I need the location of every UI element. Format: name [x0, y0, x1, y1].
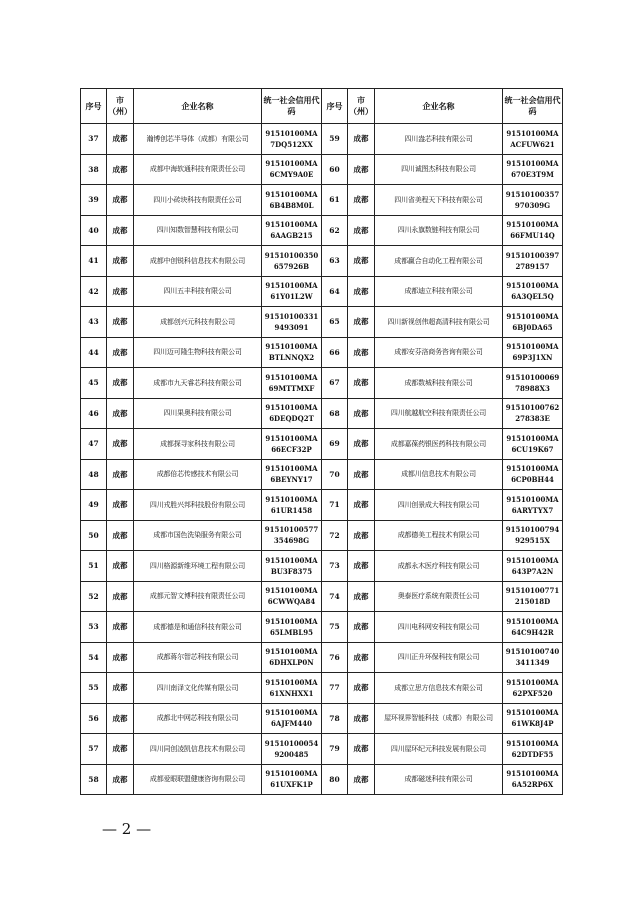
- table-row: [81, 581, 563, 612]
- credit-code-line-2: 78988X3: [515, 383, 550, 393]
- credit-code-line-2: 6AJFM440: [271, 719, 312, 729]
- seq-cell: 42: [81, 276, 107, 307]
- company-name-cell: 四川同创凌凯信息技术有限公司: [134, 734, 262, 765]
- credit-code-line-1: 91510100MA: [265, 494, 318, 504]
- credit-code-line-2: BU3F8375: [270, 566, 313, 576]
- credit-code-line-1: 91510100MA: [265, 403, 318, 413]
- seq-cell: 77: [322, 673, 348, 704]
- credit-code-line-1: 91510100MA: [265, 128, 318, 138]
- city-cell: 成都: [107, 490, 134, 521]
- city-cell: 成都: [107, 520, 134, 551]
- company-name-cell: 成都川信息技术有限公司: [375, 459, 503, 490]
- credit-code-line-2: 6CU19K67: [511, 444, 554, 454]
- credit-code-cell: [262, 307, 322, 338]
- city-cell: 成都: [348, 703, 375, 734]
- company-name-cell: 成都倍芯传感技术有限公司: [134, 459, 262, 490]
- credit-code-line-2: 66FMU14Q: [510, 231, 555, 241]
- credit-code-line-2: 6CWWQA84: [267, 597, 316, 607]
- credit-code-line-1: 91510100577: [264, 525, 319, 535]
- credit-code-line-2: 62PXF520: [512, 688, 553, 698]
- seq-cell: 75: [322, 612, 348, 643]
- credit-code-line-1: 91510100MA: [506, 342, 559, 352]
- credit-code-cell: [503, 703, 563, 734]
- company-name-cell: 四川小砖块科技有限责任公司: [134, 185, 262, 216]
- company-name-cell: 成都蒋尔智芯科技有限公司: [134, 642, 262, 673]
- credit-code-line-2: 61Y01L2W: [270, 292, 313, 302]
- credit-code-line-2: 6BEYNY17: [270, 475, 313, 485]
- credit-code-line-1: 91510100MA: [265, 647, 318, 657]
- seq-cell: 71: [322, 490, 348, 521]
- table-header-row: [81, 89, 563, 124]
- seq-cell: 79: [322, 734, 348, 765]
- company-name-cell: 四川屋环纪元科技发展有限公司: [375, 734, 503, 765]
- credit-code-line-2: 6A3QEL5Q: [511, 292, 554, 302]
- credit-code-line-1: 91510100MA: [506, 128, 559, 138]
- credit-code-line-2: 7DQ512XX: [270, 139, 313, 149]
- credit-code-line-2: 929515X: [515, 536, 550, 546]
- credit-code-cell: [262, 398, 322, 429]
- seq-cell: 45: [81, 368, 107, 399]
- seq-cell: 38: [81, 154, 107, 185]
- seq-cell: 65: [322, 307, 348, 338]
- credit-code-line-1: 91510100MA: [265, 433, 318, 443]
- header-seq: 序号: [322, 89, 348, 124]
- credit-code-cell: [262, 581, 322, 612]
- credit-code-line-1: 91510100MA: [265, 220, 318, 230]
- credit-code-line-2: 6ARYTYX7: [511, 505, 554, 515]
- company-name-cell: 屋环视界智能科技（成都）有限公司: [375, 703, 503, 734]
- credit-code-line-1: 91510100MA: [506, 616, 559, 626]
- credit-code-cell: [503, 307, 563, 338]
- credit-code-line-2: 278383E: [515, 414, 550, 424]
- company-name-cell: 四川电科网安科技有限公司: [375, 612, 503, 643]
- credit-code-cell: [503, 642, 563, 673]
- company-name-cell: 四川果奥科技有限公司: [134, 398, 262, 429]
- company-name-cell: 四川正升环保科技有限公司: [375, 642, 503, 673]
- credit-code-line-2: 6CMY9A0E: [269, 170, 314, 180]
- city-cell: 成都: [107, 673, 134, 704]
- credit-code-cell: [262, 429, 322, 460]
- company-name-cell: 瀚博创芯半导体（成都）有限公司: [134, 124, 262, 155]
- city-cell: 成都: [107, 703, 134, 734]
- seq-cell: 70: [322, 459, 348, 490]
- company-name-cell: 成都永木医疗科技有限公司: [375, 551, 503, 582]
- seq-cell: 61: [322, 185, 348, 216]
- credit-code-line-1: 91510100MA: [265, 372, 318, 382]
- table-row: [81, 490, 563, 521]
- seq-cell: 47: [81, 429, 107, 460]
- table-row: [81, 154, 563, 185]
- credit-code-line-1: 91510100MA: [506, 738, 559, 748]
- credit-code-cell: [503, 246, 563, 277]
- company-name-cell: 成都数城科技有限公司: [375, 368, 503, 399]
- credit-code-cell: [262, 612, 322, 643]
- company-name-cell: 成都中海软通科技有限责任公司: [134, 154, 262, 185]
- seq-cell: 51: [81, 551, 107, 582]
- credit-code-line-1: 91510100MA: [506, 555, 559, 565]
- credit-code-line-1: 91510100MA: [506, 281, 559, 291]
- credit-code-line-2: 215018D: [514, 597, 551, 607]
- credit-code-line-2: 670E3T9M: [511, 170, 554, 180]
- company-name-cell: 四川南泽文化传媒有限公司: [134, 673, 262, 704]
- city-cell: 成都: [107, 307, 134, 338]
- seq-cell: 56: [81, 703, 107, 734]
- seq-cell: 37: [81, 124, 107, 155]
- city-cell: 成都: [348, 185, 375, 216]
- company-name-cell: 四川知数智慧科技有限公司: [134, 215, 262, 246]
- city-cell: 成都: [348, 215, 375, 246]
- credit-code-line-2: 6DHXLP0N: [269, 658, 314, 668]
- credit-code-line-1: 91510100MA: [506, 708, 559, 718]
- credit-code-line-1: 91510100MA: [506, 677, 559, 687]
- city-cell: 成都: [348, 520, 375, 551]
- credit-code-line-1: 91510100350: [264, 250, 319, 260]
- company-name-cell: 奥泰医疗系统有限责任公司: [375, 581, 503, 612]
- credit-code-cell: [503, 368, 563, 399]
- header-code: 统一社会信用代码: [262, 89, 322, 124]
- credit-code-line-2: 6A52RP6X: [511, 780, 554, 790]
- credit-code-line-2: ACFUW621: [510, 139, 555, 149]
- seq-cell: 43: [81, 307, 107, 338]
- credit-code-line-1: 91510100MA: [265, 616, 318, 626]
- company-name-cell: 四川诚图杰科技有限公司: [375, 154, 503, 185]
- company-name-cell: 成都创兴元科技有限公司: [134, 307, 262, 338]
- city-cell: 成都: [348, 612, 375, 643]
- company-name-cell: 四川格源新维环境工程有限公司: [134, 551, 262, 582]
- city-cell: 成都: [348, 642, 375, 673]
- seq-cell: 50: [81, 520, 107, 551]
- city-cell: 成都: [348, 490, 375, 521]
- credit-code-line-2: 354698G: [273, 536, 310, 546]
- credit-code-line-1: 91510100794: [505, 525, 560, 535]
- credit-code-cell: [503, 185, 563, 216]
- company-name-cell: 成都赢合自动化工程有限公司: [375, 246, 503, 277]
- seq-cell: 60: [322, 154, 348, 185]
- city-cell: 成都: [107, 154, 134, 185]
- city-cell: 成都: [348, 429, 375, 460]
- company-name-cell: 成都安芬洛商务咨询有限公司: [375, 337, 503, 368]
- table-row: [81, 703, 563, 734]
- city-cell: 成都: [348, 337, 375, 368]
- company-name-cell: 四川盎芯科技有限公司: [375, 124, 503, 155]
- credit-code-cell: [262, 490, 322, 521]
- credit-code-cell: [262, 703, 322, 734]
- city-cell: 成都: [348, 246, 375, 277]
- credit-code-cell: [262, 246, 322, 277]
- city-cell: 成都: [348, 154, 375, 185]
- credit-code-line-1: 91510100MA: [506, 494, 559, 504]
- credit-code-cell: [262, 337, 322, 368]
- seq-cell: 74: [322, 581, 348, 612]
- credit-code-cell: [503, 551, 563, 582]
- credit-code-line-2: 61UXFK1P: [270, 780, 313, 790]
- table-row: [81, 185, 563, 216]
- table-row: [81, 734, 563, 765]
- credit-code-cell: [503, 520, 563, 551]
- table-row: [81, 368, 563, 399]
- credit-code-line-2: 6CP0BH44: [511, 475, 554, 485]
- seq-cell: 46: [81, 398, 107, 429]
- header-code: 统一社会信用代码: [503, 89, 563, 124]
- credit-code-line-2: 69P3J1XN: [512, 353, 553, 363]
- city-cell: 成都: [348, 307, 375, 338]
- seq-cell: 53: [81, 612, 107, 643]
- credit-code-cell: [503, 764, 563, 795]
- credit-code-line-1: 91510100MA: [265, 708, 318, 718]
- credit-code-cell: [262, 124, 322, 155]
- credit-code-cell: [262, 520, 322, 551]
- company-name-cell: 四川五丰科技有限公司: [134, 276, 262, 307]
- company-name-cell: 成都市国色洗染服务有限公司: [134, 520, 262, 551]
- credit-code-line-2: 61WK8J4P: [511, 719, 554, 729]
- credit-code-line-1: 91510100MA: [265, 189, 318, 199]
- credit-code-line-2: 64C9H42R: [511, 627, 554, 637]
- table-row: [81, 307, 563, 338]
- city-cell: 成都: [348, 734, 375, 765]
- header-city: 市（州）: [348, 89, 375, 124]
- credit-code-cell: [262, 734, 322, 765]
- table-row: [81, 398, 563, 429]
- credit-code-line-1: 91510100MA: [265, 464, 318, 474]
- city-cell: 成都: [348, 398, 375, 429]
- seq-cell: 41: [81, 246, 107, 277]
- credit-code-line-1: 91510100MA: [506, 769, 559, 779]
- table-row: [81, 642, 563, 673]
- city-cell: 成都: [107, 185, 134, 216]
- credit-code-line-1: 91510100MA: [506, 433, 559, 443]
- credit-code-line-2: BTLNNQX2: [268, 353, 315, 363]
- company-name-cell: 成都德是和通信科技有限公司: [134, 612, 262, 643]
- table-row: [81, 124, 563, 155]
- company-name-cell: 四川航越航空科技有限责任公司: [375, 398, 503, 429]
- city-cell: 成都: [107, 764, 134, 795]
- city-cell: 成都: [348, 551, 375, 582]
- seq-cell: 67: [322, 368, 348, 399]
- header-seq: 序号: [81, 89, 107, 124]
- credit-code-cell: [503, 734, 563, 765]
- seq-cell: 49: [81, 490, 107, 521]
- credit-code-line-2: 6DEQDQ2T: [269, 414, 314, 424]
- credit-code-line-2: 970309G: [514, 200, 551, 210]
- credit-code-cell: [503, 398, 563, 429]
- credit-code-line-2: 61XNHXX1: [269, 688, 314, 698]
- credit-code-line-2: 643P7A2N: [511, 566, 554, 576]
- credit-code-line-1: 91510100MA: [265, 281, 318, 291]
- credit-code-line-1: 91510100MA: [506, 220, 559, 230]
- company-name-cell: 成都迪立科技有限公司: [375, 276, 503, 307]
- seq-cell: 68: [322, 398, 348, 429]
- company-name-cell: 成都北中网芯科技有限公司: [134, 703, 262, 734]
- credit-code-line-2: 61UR1458: [270, 505, 313, 515]
- credit-code-cell: [503, 215, 563, 246]
- company-name-cell: 成都中创锐科信息技术有限公司: [134, 246, 262, 277]
- city-cell: 成都: [107, 551, 134, 582]
- city-cell: 成都: [348, 459, 375, 490]
- company-name-cell: 成都市九天睿芯科技有限公司: [134, 368, 262, 399]
- table-row: [81, 764, 563, 795]
- credit-code-line-2: 2789157: [515, 261, 550, 271]
- credit-code-cell: [262, 368, 322, 399]
- enterprise-list-table: [80, 88, 563, 795]
- credit-code-cell: [262, 642, 322, 673]
- credit-code-line-1: 91510100MA: [265, 677, 318, 687]
- seq-cell: 40: [81, 215, 107, 246]
- company-name-cell: 四川戎胜兴邦科技股份有限公司: [134, 490, 262, 521]
- seq-cell: 66: [322, 337, 348, 368]
- credit-code-line-2: 657926B: [273, 261, 310, 271]
- credit-code-cell: [503, 276, 563, 307]
- company-name-cell: 成都立思方信息技术有限公司: [375, 673, 503, 704]
- city-cell: 成都: [107, 642, 134, 673]
- company-name-cell: 四川永旗数链科技有限公司: [375, 215, 503, 246]
- city-cell: 成都: [107, 246, 134, 277]
- city-cell: 成都: [107, 459, 134, 490]
- seq-cell: 78: [322, 703, 348, 734]
- table-row: [81, 215, 563, 246]
- credit-code-line-2: 9200485: [274, 749, 309, 759]
- credit-code-line-1: 91510100762: [505, 403, 560, 413]
- seq-cell: 55: [81, 673, 107, 704]
- seq-cell: 39: [81, 185, 107, 216]
- credit-code-cell: [262, 276, 322, 307]
- credit-code-cell: [262, 551, 322, 582]
- seq-cell: 63: [322, 246, 348, 277]
- table-row: [81, 520, 563, 551]
- credit-code-cell: [503, 612, 563, 643]
- credit-code-line-2: 65LMBL95: [270, 627, 313, 637]
- credit-code-line-1: 91510100MA: [265, 342, 318, 352]
- credit-code-line-1: 91510100MA: [506, 311, 559, 321]
- header-city: 市（州）: [107, 89, 134, 124]
- credit-code-cell: [503, 673, 563, 704]
- company-name-cell: 四川新视创伟超高清科技有限公司: [375, 307, 503, 338]
- seq-cell: 76: [322, 642, 348, 673]
- city-cell: 成都: [107, 612, 134, 643]
- credit-code-cell: [503, 154, 563, 185]
- city-cell: 成都: [107, 337, 134, 368]
- seq-cell: 80: [322, 764, 348, 795]
- city-cell: 成都: [107, 734, 134, 765]
- credit-code-cell: [262, 185, 322, 216]
- credit-code-line-2: 6BJ0DA65: [512, 322, 553, 332]
- credit-code-line-1: 91510100740: [505, 647, 560, 657]
- company-name-cell: 四川省美程天下科技有限公司: [375, 185, 503, 216]
- credit-code-line-2: 9493091: [274, 322, 309, 332]
- credit-code-line-1: 91510100069: [505, 372, 560, 382]
- credit-code-cell: [262, 764, 322, 795]
- credit-code-cell: [503, 581, 563, 612]
- city-cell: 成都: [107, 276, 134, 307]
- seq-cell: 64: [322, 276, 348, 307]
- page-number: — 2 —: [102, 820, 152, 838]
- credit-code-cell: [262, 215, 322, 246]
- city-cell: 成都: [107, 124, 134, 155]
- credit-code-line-2: 62DTDF55: [511, 749, 554, 759]
- seq-cell: 57: [81, 734, 107, 765]
- credit-code-line-1: 91510100054: [264, 738, 319, 748]
- city-cell: 成都: [107, 398, 134, 429]
- credit-code-cell: [262, 459, 322, 490]
- credit-code-cell: [503, 459, 563, 490]
- table-row: [81, 276, 563, 307]
- header-name: 企业名称: [375, 89, 503, 124]
- seq-cell: 72: [322, 520, 348, 551]
- city-cell: 成都: [348, 581, 375, 612]
- seq-cell: 58: [81, 764, 107, 795]
- city-cell: 成都: [348, 276, 375, 307]
- credit-code-cell: [503, 490, 563, 521]
- credit-code-line-1: 91510100MA: [265, 586, 318, 596]
- credit-code-line-1: 91510100357: [505, 189, 560, 199]
- company-name-cell: 成都元智文博科技有限责任公司: [134, 581, 262, 612]
- credit-code-line-1: 91510100MA: [506, 159, 559, 169]
- credit-code-line-2: 3411349: [515, 658, 550, 668]
- credit-code-line-1: 91510100MA: [506, 464, 559, 474]
- credit-code-cell: [262, 154, 322, 185]
- seq-cell: 48: [81, 459, 107, 490]
- table-row: [81, 551, 563, 582]
- city-cell: 成都: [348, 764, 375, 795]
- seq-cell: 69: [322, 429, 348, 460]
- company-name-cell: 成都嘉葆药银医药科技有限公司: [375, 429, 503, 460]
- credit-code-line-2: 66ECF32P: [271, 444, 312, 454]
- city-cell: 成都: [107, 581, 134, 612]
- company-name-cell: 四川迈可隆生物科技有限公司: [134, 337, 262, 368]
- table-row: [81, 337, 563, 368]
- seq-cell: 44: [81, 337, 107, 368]
- city-cell: 成都: [107, 368, 134, 399]
- credit-code-line-1: 91510100397: [505, 250, 560, 260]
- table-row: [81, 673, 563, 704]
- credit-code-line-1: 91510100MA: [265, 555, 318, 565]
- seq-cell: 54: [81, 642, 107, 673]
- credit-code-cell: [503, 337, 563, 368]
- city-cell: 成都: [348, 124, 375, 155]
- city-cell: 成都: [107, 429, 134, 460]
- table-row: [81, 459, 563, 490]
- city-cell: 成都: [107, 215, 134, 246]
- credit-code-line-1: 91510100MA: [265, 159, 318, 169]
- company-name-cell: 成都探寻家科技有限公司: [134, 429, 262, 460]
- seq-cell: 62: [322, 215, 348, 246]
- table-row: [81, 246, 563, 277]
- table-row: [81, 612, 563, 643]
- credit-code-line-1: 91510100331: [264, 311, 319, 321]
- company-name-cell: 四川创景成大科技有限公司: [375, 490, 503, 521]
- city-cell: 成都: [348, 368, 375, 399]
- credit-code-cell: [503, 429, 563, 460]
- header-name: 企业名称: [134, 89, 262, 124]
- table-row: [81, 429, 563, 460]
- seq-cell: 52: [81, 581, 107, 612]
- company-name-cell: 成都磁迷科技有限公司: [375, 764, 503, 795]
- credit-code-line-1: 91510100MA: [265, 769, 318, 779]
- credit-code-cell: [503, 124, 563, 155]
- credit-code-cell: [262, 673, 322, 704]
- seq-cell: 59: [322, 124, 348, 155]
- seq-cell: 73: [322, 551, 348, 582]
- city-cell: 成都: [348, 673, 375, 704]
- credit-code-line-1: 91510100771: [505, 586, 560, 596]
- company-name-cell: 成都爱眼联盟健康咨询有限公司: [134, 764, 262, 795]
- credit-code-line-2: 69MTTMXF: [268, 383, 315, 393]
- company-name-cell: 成都德美工程技术有限公司: [375, 520, 503, 551]
- credit-code-line-2: 6B4B8M0L: [269, 200, 314, 210]
- credit-code-line-2: 6AAGB215: [270, 231, 313, 241]
